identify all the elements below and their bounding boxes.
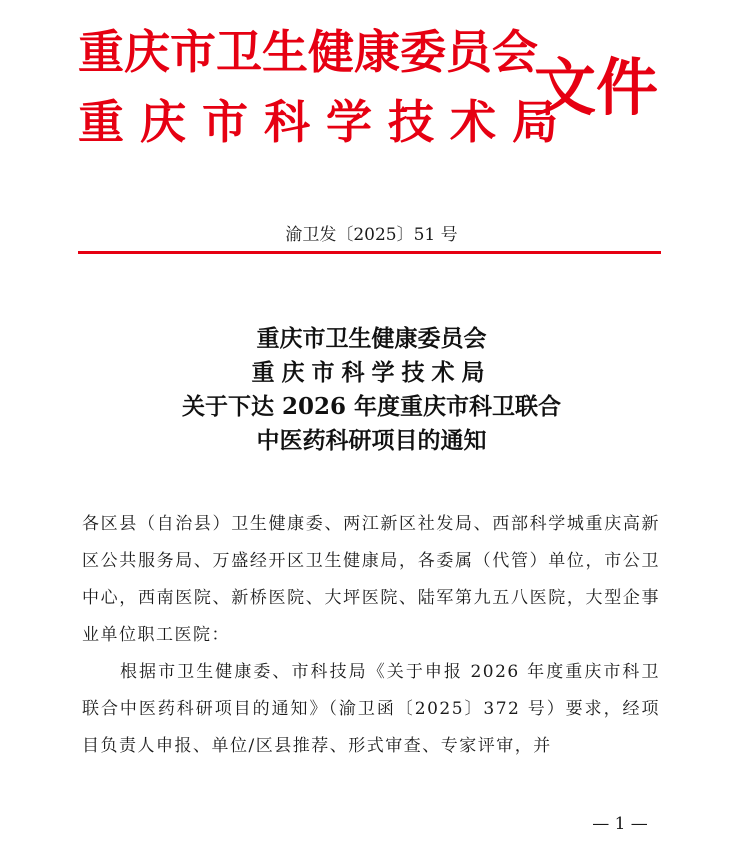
title-line-2: 重庆市科学技术局 [251,359,492,386]
body-paragraph-1: 根据市卫生健康委、市科技局《关于申报 2026 年度重庆市科卫联合中医药科研项目的通知》（渝卫函〔2025〕372 号）要求，经项目负责人申报、单位/区县推荐、形式审查、专家评审，并 [82,662,660,756]
header-red-divider [78,251,661,254]
document-header [0,0,743,185]
title-line-1: 重庆市卫生健康委员会 [256,325,487,352]
issuer-name-health-commission: 重庆市卫生健康委员会 [78,25,538,79]
title-line-4: 中医药科研项目的通知 [256,427,487,454]
page-number: — 1 — [592,814,648,834]
issuer-name-science-bureau: 重庆市科学技术局 [78,95,574,149]
document-title [0,322,743,458]
document-body [82,506,660,765]
document-number: 渝卫发〔2025〕51 号 [285,225,458,245]
recipients-paragraph: 各区县（自治县）卫生健康委、两江新区社发局、西部科学城重庆高新区公共服务局、万盛经开区卫生健康局，各委属（代管）单位，市公卫中心，西南医院、新桥医院、大坪医院、陆军第九五八医院，大型企事业单位职工医院： [82,514,660,645]
document-type-label: 文件 [534,51,659,124]
title-line-3: 关于下达 2026 年度重庆市科卫联合 [181,393,562,420]
